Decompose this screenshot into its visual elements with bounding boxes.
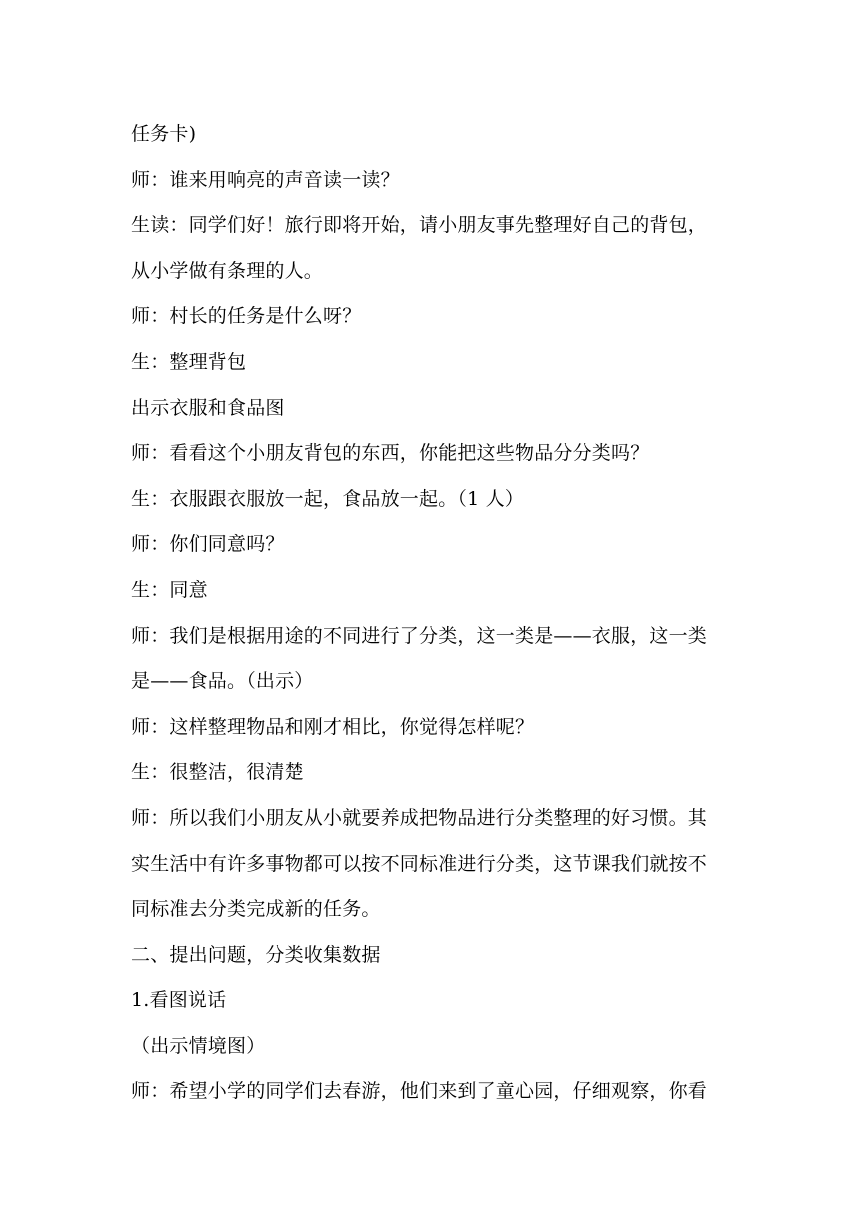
text-line: 师：村长的任务是什么呀？ (131, 305, 362, 328)
text-line: 从小学做有条理的人。 (131, 259, 324, 282)
text-line: （出示情境图） (131, 1034, 266, 1057)
text-line: 生：整理背包 (131, 350, 247, 373)
text-line: 师：希望小学的同学们去春游，他们来到了童心园，仔细观察，你看 (131, 1080, 708, 1103)
text-line: 出示衣服和食品图 (131, 396, 285, 419)
text-line: 是——食品。（出示） (131, 670, 314, 693)
text-line: 师：这样整理物品和刚才相比，你觉得怎样呢？ (131, 715, 535, 738)
text-line: 生：同意 (131, 578, 208, 601)
text-line: 师：所以我们小朋友从小就要养成把物品进行分类整理的好习惯。其 (131, 806, 708, 829)
section-heading: 二、提出问题，分类收集数据 (131, 943, 381, 966)
text-line: 师：谁来用响亮的声音读一读？ (131, 168, 400, 191)
text-line: 生：衣服跟衣服放一起，食品放一起。（1 人） (131, 487, 525, 510)
text-line: 师：我们是根据用途的不同进行了分类，这一类是——衣服，这一类 (131, 624, 708, 647)
text-line: 生读：同学们好！旅行即将开始，请小朋友事先整理好自己的背包， (131, 214, 708, 237)
text-line: 师：你们同意吗？ (131, 533, 285, 556)
text-line: 师：看看这个小朋友背包的东西，你能把这些物品分分类吗？ (131, 442, 650, 465)
document-body (131, 112, 741, 1115)
text-line: 实生活中有许多事物都可以按不同标准进行分类，这节课我们就按不 (131, 852, 708, 875)
subsection-heading: 1.看图说话 (131, 989, 227, 1012)
text-line: 任务卡) (131, 123, 197, 145)
text-line: 同标准去分类完成新的任务。 (131, 898, 381, 921)
text-line: 生：很整洁，很清楚 (131, 761, 304, 784)
